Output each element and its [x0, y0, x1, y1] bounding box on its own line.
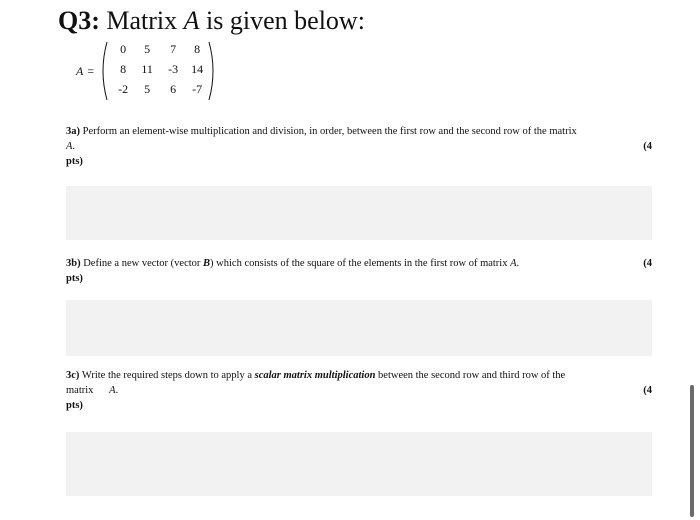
question-3b: [66, 256, 652, 286]
sentence-end: .: [72, 141, 76, 153]
matrix-cell: 6: [170, 82, 177, 96]
matrix-cell: -2: [118, 82, 129, 96]
question-3c: [66, 368, 652, 414]
matrix-symbol: A: [510, 258, 517, 269]
points-close: pts): [66, 156, 83, 168]
question-label: 3a): [66, 126, 80, 137]
matrix-cell: 5: [144, 82, 151, 96]
question-title: [58, 6, 365, 36]
title-text-b: is given below:: [199, 6, 365, 35]
sentence-end: .: [115, 385, 119, 397]
question-text: Perform an element-wise multiplication and division, in order, between the first row and the second row of the matrix: [80, 126, 577, 137]
points-close: pts): [66, 273, 83, 285]
answer-box-3a[interactable]: [66, 186, 652, 240]
question-text-a: Define a new vector (vector: [80, 258, 204, 269]
scrollbar[interactable]: [690, 385, 694, 517]
vector-symbol: B: [203, 258, 211, 269]
matrix-equation: [76, 40, 218, 102]
question-3a: [66, 124, 652, 170]
question-text-b: between the second row and third row of the: [375, 370, 566, 381]
points-close: pts): [66, 400, 83, 412]
matrix-cell: 7: [170, 42, 177, 56]
matrix-cell: -7: [192, 82, 203, 96]
matrix-cell: 8: [194, 42, 201, 56]
question-label: 3b): [66, 258, 81, 269]
title-text-a: Matrix: [99, 6, 184, 35]
question-text-a: Write the required steps down to apply a: [79, 370, 255, 381]
points-open: (4: [643, 258, 652, 269]
emphasis-text: scalar matrix multiplication: [254, 370, 376, 381]
equals-sign: =: [87, 63, 95, 78]
title-symbol: A: [183, 6, 200, 35]
matrix-cell: 14: [191, 62, 204, 76]
points-open: (4: [643, 385, 652, 397]
left-bracket: [103, 42, 107, 100]
answer-box-3c[interactable]: [66, 432, 652, 496]
matrix-cell: -3: [168, 62, 179, 76]
sentence-end: .: [516, 258, 520, 269]
matrix-cell: 11: [141, 62, 153, 76]
question-text-b: ) which consists of the square of the elements in the first row of matrix: [210, 258, 511, 269]
matrix-name: A: [76, 63, 84, 78]
question-text-c: matrix: [66, 385, 94, 397]
matrix-cell: 0: [120, 42, 127, 56]
matrix-cell: 8: [120, 62, 127, 76]
question-number: Q3:: [58, 6, 100, 35]
matrix-symbol: A: [109, 385, 116, 397]
answer-box-3b[interactable]: [66, 300, 652, 356]
points-open: (4: [643, 141, 652, 153]
matrix: [98, 40, 218, 102]
matrix-cell: 5: [144, 42, 151, 56]
right-bracket: [209, 42, 213, 100]
matrix-symbol: A: [66, 141, 73, 153]
question-label: 3c): [66, 370, 80, 381]
